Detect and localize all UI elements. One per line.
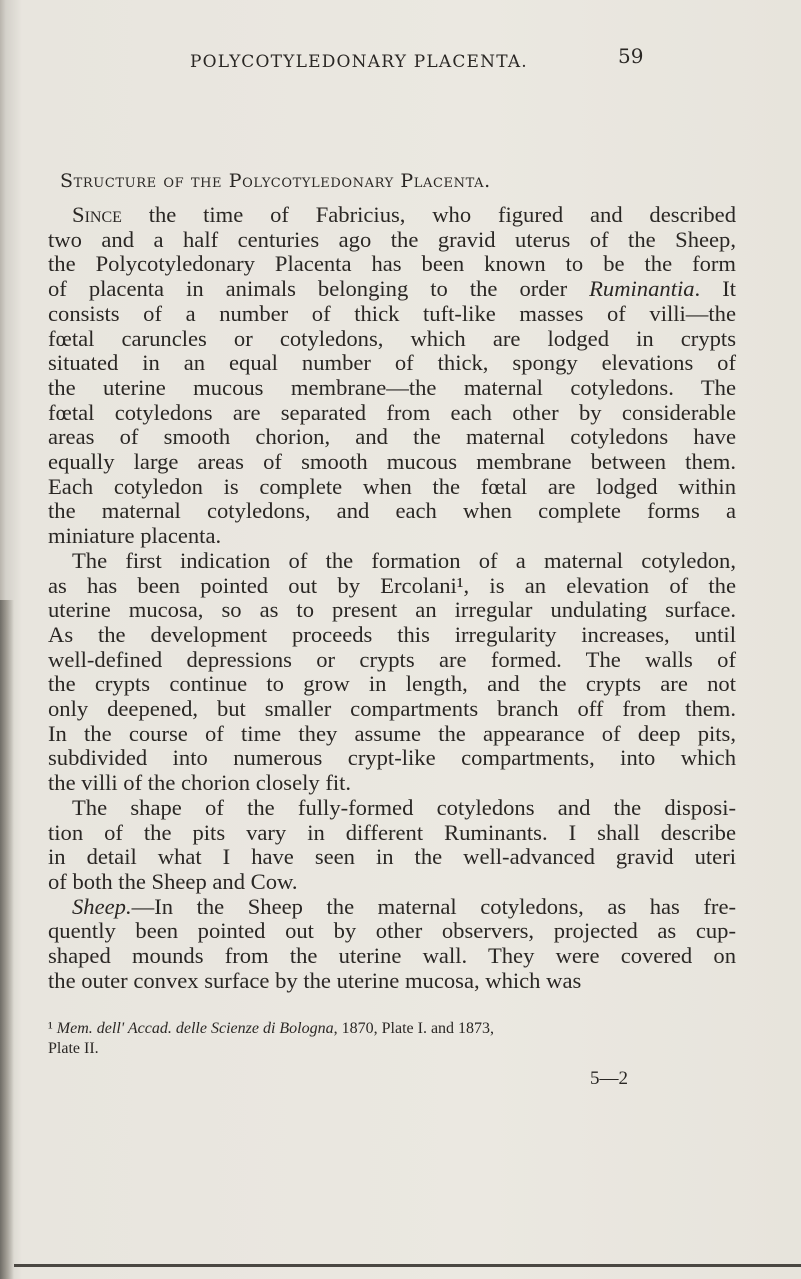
- footnote-line: Plate II.: [48, 1040, 99, 1057]
- paragraph: [48, 895, 736, 994]
- text-line: quently been pointed out by other observers, projected as cup-: [48, 918, 736, 944]
- text-line: In the course of time they assume the appearance of deep pits,: [48, 720, 736, 746]
- paragraph: [48, 796, 736, 895]
- text-line: of placenta in animals belonging to the order Ruminantia. It: [48, 276, 736, 302]
- text-line: the maternal cotyledons, and each when complete forms a: [48, 498, 736, 524]
- body-text: [48, 203, 736, 994]
- text-line: well-defined depressions or crypts are formed. The walls of: [48, 646, 736, 672]
- footnote-line: ¹ Mem. dell' Accad. delle Scienze di Bologna, 1870, Plate I. and 1873,: [48, 1020, 495, 1037]
- text-line: two and a half centuries ago the gravid uterus of the Sheep,: [48, 226, 736, 252]
- text-line: of both the Sheep and Cow.: [48, 868, 298, 894]
- page-edge-rule: [14, 1264, 801, 1267]
- text-line: shaped mounds from the uterine wall. They were covered on: [48, 943, 736, 969]
- text-line: consists of a number of thick tuft-like masses of villi—the: [48, 300, 736, 326]
- paragraph: [48, 203, 736, 549]
- text-line: the outer convex surface by the uterine mucosa, which was: [48, 967, 582, 993]
- footnote: [48, 1019, 736, 1059]
- text-line: Sheep.—In the Sheep the maternal cotyledons, as has fre-: [72, 893, 736, 919]
- text-line: Each cotyledon is complete when the fœtal are lodged within: [48, 473, 736, 499]
- text-line: only deepened, but smaller compartments branch off from them.: [48, 696, 736, 722]
- text-line: uterine mucosa, so as to present an irregular undulating surface.: [48, 597, 736, 623]
- text-line: tion of the pits vary in different Ruminants. I shall describe: [48, 819, 736, 845]
- text-line: the Polycotyledonary Placenta has been known to be the form: [48, 251, 736, 277]
- text-line: Since the time of Fabricius, who figured and described: [72, 202, 736, 227]
- text-line: in detail what I have seen in the well-advanced gravid uteri: [48, 844, 736, 870]
- text-line: as has been pointed out by Ercolani¹, is an elevation of the: [48, 572, 736, 598]
- text-line: the villi of the chorion closely fit.: [48, 770, 352, 796]
- signature-mark: 5—2: [590, 1068, 628, 1089]
- section-heading: Structure of the Polycotyledonary Placenta.: [60, 170, 491, 192]
- text-line: situated in an equal number of thick, spongy elevations of: [48, 350, 736, 376]
- text-line: miniature placenta.: [48, 523, 222, 549]
- text-line: the uterine mucous membrane—the maternal cotyledons. The: [48, 374, 736, 400]
- running-title: POLYCOTYLEDONARY PLACENTA.: [190, 52, 528, 72]
- text-line: equally large areas of smooth mucous membrane between them.: [48, 449, 736, 475]
- text-line: As the development proceeds this irregularity increases, until: [48, 621, 736, 647]
- text-line: fœtal cotyledons are separated from each other by considerable: [48, 399, 736, 425]
- page-gutter-shadow: [0, 600, 14, 1279]
- text-line: fœtal caruncles or cotyledons, which are lodged in crypts: [48, 325, 736, 351]
- paragraph: [48, 549, 736, 796]
- text-line: the crypts continue to grow in length, and the crypts are not: [48, 671, 736, 697]
- page-number: 59: [618, 44, 644, 68]
- text-line: subdivided into numerous crypt-like compartments, into which: [48, 745, 736, 771]
- text-line: areas of smooth chorion, and the maternal cotyledons have: [48, 424, 736, 450]
- text-line: The shape of the fully-formed cotyledons and the disposi-: [72, 794, 736, 820]
- text-line: The first indication of the formation of a maternal cotyledon,: [72, 547, 736, 573]
